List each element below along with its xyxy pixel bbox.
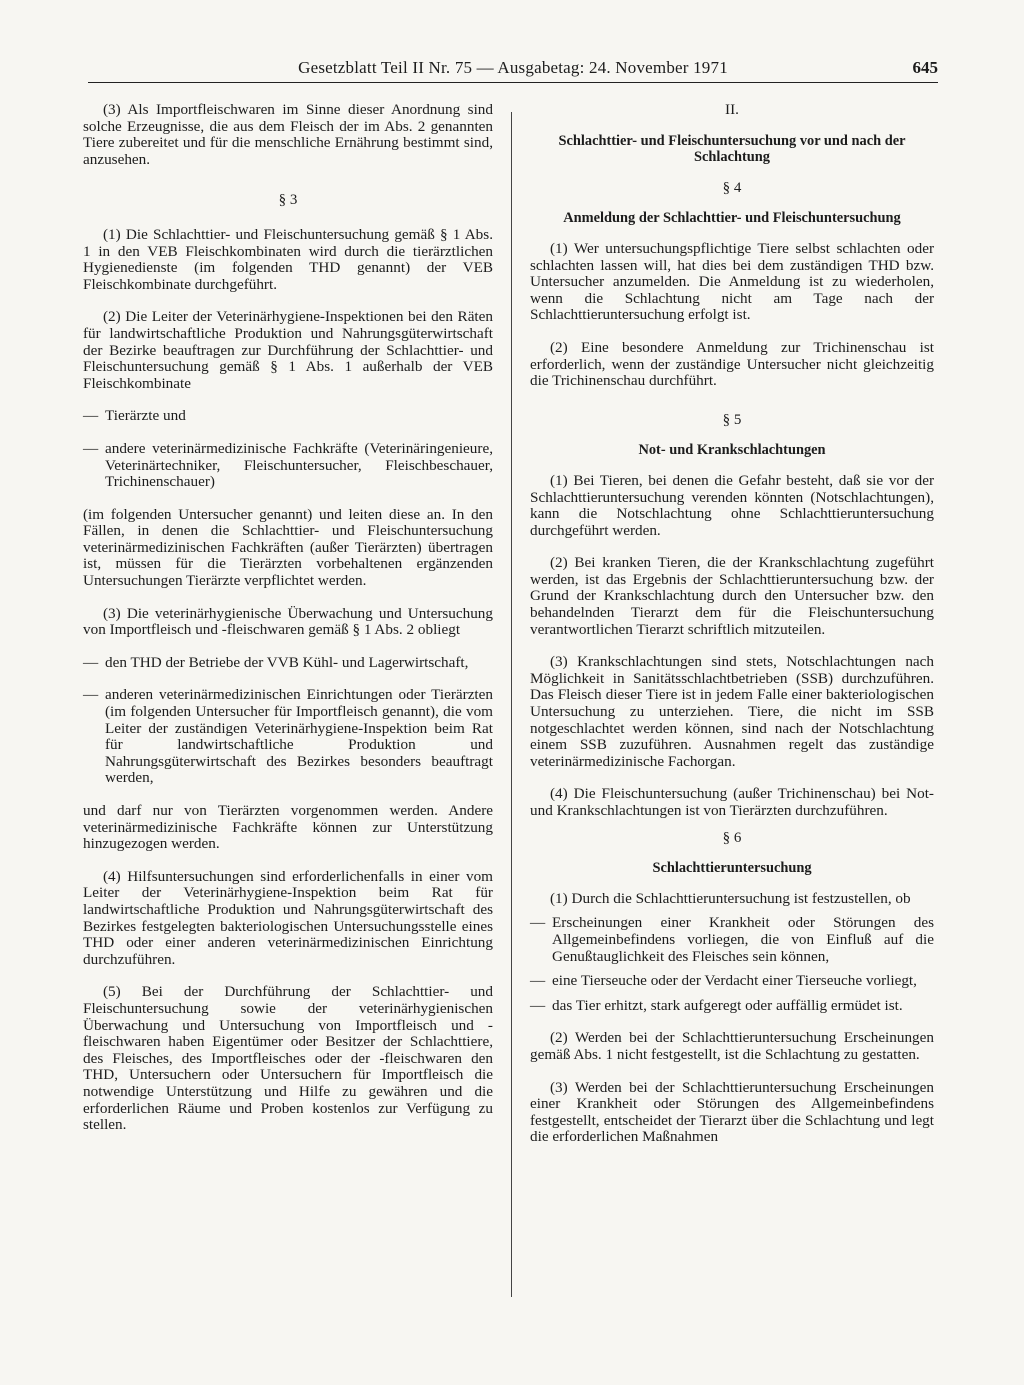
dash-item-text: anderen veterinärmedizinischen Einrichtungen oder Tierärzten (im folgenden Untersucher für Importfleisch genannt), die vom Leiter der zuständigen Veterinärhygiene-Inspektion beim Rat für landwirtschaftliche Produktion und Nahrungsgüterwirtschaft des Bezirkes besonders beauftragt werden,: [105, 686, 493, 787]
page-number: 645: [912, 58, 938, 77]
paragraph: (1) Wer untersuchungspflichtige Tiere selbst schlachten oder schlachten lassen will, hat dies bei dem zuständigen THD bzw. Untersucher anzumelden. Die Anmeldung ist zu wiederholen, wenn die Schlachtung nicht am Tage nach der Schlachttieruntersuchung erfolgt ist.: [530, 239, 934, 324]
section-heading: Anmeldung der Schlachttier- und Fleischuntersuchung: [563, 210, 901, 227]
paragraph: (2) Eine besondere Anmeldung zur Trichinenschau ist erforderlich, wenn der zuständige Untersucher nicht gleichzeitig die Trichinenschau durchführt.: [530, 338, 934, 390]
dash-item: [83, 441, 493, 491]
section-number: § 5: [722, 411, 742, 428]
paragraph: (3) Die veterinärhygienische Überwachung und Untersuchung von Importfleisch und -fleischwaren gemäß § 1 Abs. 2 obliegt: [83, 604, 493, 639]
paragraph: (1) Bei Tieren, bei denen die Gefahr besteht, daß sie vor der Schlachttieruntersuchung verenden könnten (Notschlachtungen), kann die Notschlachtung ohne Schlachttieruntersuchung durchgeführt werden.: [530, 471, 934, 539]
section-heading: Not- und Krankschlachtungen: [638, 442, 826, 459]
dash-mark: —: [83, 439, 99, 457]
dash-item: [83, 687, 493, 787]
gazette-title: Gesetzblatt Teil II Nr. 75 — Ausgabetag: 24. November 1971: [298, 58, 728, 77]
section-heading: Schlachttieruntersuchung: [652, 860, 812, 877]
paragraph: (5) Bei der Durchführung der Schlachttier- und Fleischuntersuchung sowie der veterinärhygienischen Überwachung und Untersuchung von Importfleisch und -fleischwaren haben Eigentümer oder Besitzer der Schlachttiere, des Fleisches, des Importfleisches oder der -fleischwaren den THD, Untersuchern oder Untersuchern für Importfleisch die notwendige Unterstützung und Hilfe zu gewähren und die erforderlichen Räume und Proben kostenlos zur Verfügung zu stellen.: [83, 983, 493, 1134]
paragraph: (2) Bei kranken Tieren, die der Krankschlachtung zugeführt werden, ist das Ergebnis der Schlachttieruntersuchung bzw. der Grund der Krankschlachtung durch den Untersucher bzw. den behandelnden Tierarzt dem für die Fleischuntersuchung verantwortlichen Tierarzt schriftlich mitzuteilen.: [530, 554, 934, 638]
dash-mark: —: [83, 686, 99, 704]
dash-item-text: eine Tierseuche oder der Verdacht einer Tierseuche vorliegt,: [552, 972, 917, 990]
paragraph: (3) Werden bei der Schlachttieruntersuchung Erscheinungen einer Krankheit oder Störungen des Allgemeinbefindens festgestellt, entscheidet der Tierarzt über die Schlachtung und legt die erforderlichen Maßnahmen: [530, 1078, 934, 1146]
part-heading: Schlachttier- und Fleischuntersuchung vor und nach der Schlachtung: [558, 132, 906, 166]
dash-item-text: Erscheinungen einer Krankheit oder Störungen des Allgemeinbefindens vorliegen, die von Einfluß auf die Genußtauglichkeit des Fleisches sein können,: [552, 914, 934, 965]
dash-item-text: den THD der Betriebe der VVB Kühl- und Lagerwirtschaft,: [105, 653, 469, 671]
dash-item: [530, 973, 934, 990]
paragraph: (2) Werden bei der Schlachttieruntersuchung Erscheinungen gemäß Abs. 1 nicht festgestellt, ist die Schlachtung zu gestatten.: [530, 1029, 934, 1063]
paragraph: (2) Die Leiter der Veterinärhygiene-Inspektionen bei den Räten für landwirtschaftliche Produktion und Nahrungsgüterwirtschaft der Bezirke beauftragen zur Durchführung der Schlachttier- und Fleischuntersuchung gemäß § 1 Abs. 1 außerhalb der VEB Fleischkombinate: [83, 308, 493, 392]
dash-item-text: Tierärzte und: [105, 407, 186, 425]
section-number: § 3: [278, 192, 298, 209]
section-number: § 4: [722, 179, 742, 196]
dash-mark: —: [83, 653, 99, 671]
paragraph: und darf nur von Tierärzten vorgenommen werden. Andere veterinärmedizinische Fachkräfte können zur Unterstützung hinzugezogen werden.: [83, 802, 493, 853]
dash-mark: —: [530, 914, 546, 932]
dash-mark: —: [83, 407, 99, 425]
page-header: [88, 56, 938, 83]
dash-mark: —: [530, 972, 546, 990]
paragraph: (im folgenden Untersucher genannt) und leiten diese an. In den Fällen, in denen die Schlachttier- und Fleischuntersuchung veterinärmedizinischen Fachkräften (außer Tierärzten) übertragen ist, müssen für die Tierärzten vorbehaltenen ergänzenden Untersuchungen Tierärzte verpflichtet werden.: [83, 505, 493, 590]
paragraph: (3) Krankschlachtungen sind stets, Notschlachtungen nach Möglichkeit in Sanitätsschlachtbetrieben (SSB) durchzuführen. Das Fleisch dieser Tiere ist in jedem Falle einer bakteriologischen Untersuchung zu unterziehen. Tiere, die nicht im SSB notgeschlachtet werden können, sind nach der Notschlachtung einem SSB zuzuführen. Ausnahmen regelt das zuständige veterinärmedizinische Fachorgan.: [530, 653, 934, 770]
dash-item: [83, 655, 493, 672]
left-column: [83, 102, 493, 1150]
dash-mark: —: [530, 996, 546, 1014]
paragraph: (1) Durch die Schlachttieruntersuchung ist festzustellen, ob: [550, 889, 911, 907]
dash-item-text: andere veterinärmedizinische Fachkräfte (Veterinäringenieure, Veterinärtechniker, Fleischuntersucher, Fleischbeschauer, Trichinenschauer): [105, 439, 493, 491]
dash-item: [83, 408, 493, 425]
paragraph: (4) Hilfsuntersuchungen sind erforderlichenfalls in einer vom Leiter der Veterinärhygiene-Inspektion beim Rat für landwirtschaftliche Produktion und Nahrungsgüterwirtschaft des Bezirkes festgelegten bakteriologischen Untersuchungsstelle eines THD oder einer anderen veterinärmedizinischen Einrichtung durchzuführen.: [83, 867, 493, 968]
column-divider: [511, 112, 512, 1297]
dash-item-text: das Tier erhitzt, stark aufgeregt oder auffällig ermüdet ist.: [552, 996, 903, 1014]
paragraph: (1) Die Schlachttier- und Fleischuntersuchung gemäß § 1 Abs. 1 in den VEB Fleischkombinaten wird durch die tierärztlichen Hygienedienste (im folgenden THD genannt) der VEB Fleischkombinate durchgeführt.: [83, 225, 493, 293]
right-column: [530, 102, 934, 1162]
paragraph: (3) Als Importfleischwaren im Sinne dieser Anordnung sind solche Erzeugnisse, die aus dem Fleisch der im Abs. 2 genannten Tiere zubereitet und für die menschliche Ernährung bestimmt sind, anzusehen.: [83, 101, 493, 168]
paragraph: (4) Die Fleischuntersuchung (außer Trichinenschau) bei Not- und Krankschlachtungen ist von Tierärzten durchzuführen.: [530, 785, 934, 819]
dash-item: [530, 915, 934, 965]
part-number: II.: [725, 101, 739, 118]
section-number: § 6: [722, 829, 742, 846]
dash-item: [530, 998, 934, 1015]
